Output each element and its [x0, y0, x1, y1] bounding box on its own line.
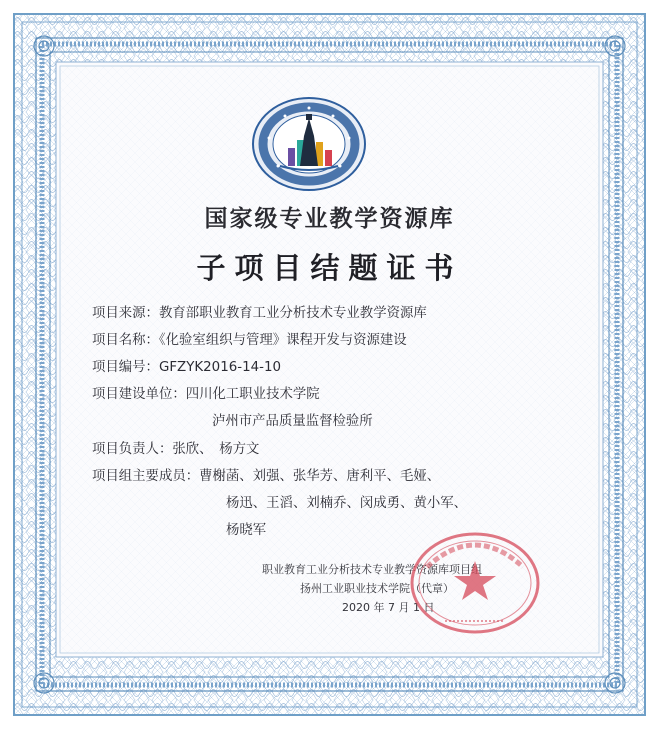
- project-number-row: [92, 356, 281, 375]
- issuer-organization: 职业教育工业分析技术专业教学资源库项目组: [262, 563, 482, 576]
- project-unit-value-1: 四川化工职业技术学院: [185, 387, 320, 402]
- resource-library-emblem-icon: [250, 96, 368, 196]
- project-members-label: 项目组主要成员：: [92, 469, 200, 484]
- project-leader-row: [92, 438, 259, 457]
- project-leader-label: 项目负责人：: [92, 442, 173, 457]
- project-members-row: [92, 465, 440, 484]
- project-source-value: 教育部职业教育工业分析技术专业教学资源库: [158, 306, 427, 321]
- project-name-label: 项目名称：: [92, 333, 159, 348]
- project-name-value: 《化验室组织与管理》课程开发与资源建设: [158, 333, 407, 348]
- project-members-line-1: 曹榭菡、刘强、张华芳、唐利平、毛娅、: [199, 469, 441, 484]
- project-source-label: 项目来源：: [92, 306, 159, 321]
- project-name-row: [92, 329, 407, 348]
- project-unit-label: 项目建设单位：: [92, 387, 186, 402]
- project-unit-row: [92, 383, 320, 402]
- issuer-school: 扬州工业职业技术学院（代章）: [300, 582, 454, 595]
- project-members-line-3: 杨晓军: [226, 523, 267, 538]
- project-leader-value: 张欣、 杨方文: [172, 442, 260, 457]
- project-unit-value-2: 泸州市产品质量监督检验所: [212, 414, 373, 429]
- project-members-line-2: 杨迅、王滔、刘楠乔、闵成勇、黄小军、: [226, 496, 468, 511]
- certificate-title: 国家级专业教学资源库: [204, 206, 455, 232]
- certificate-subtitle: 子项目结题证书: [196, 251, 463, 285]
- official-seal-stamp: [405, 527, 545, 637]
- project-source-row: [92, 302, 427, 321]
- issue-date: 2020 年 7 月 1 日: [342, 601, 435, 614]
- project-number-label: 项目编号：: [92, 360, 159, 375]
- project-number-value: GFZYK2016-14-10: [158, 360, 281, 375]
